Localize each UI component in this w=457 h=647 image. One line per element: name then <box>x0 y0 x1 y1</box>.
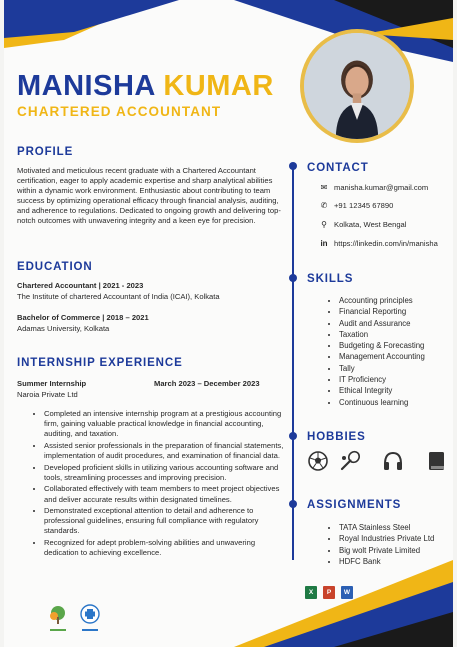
skills-heading: SKILLS <box>307 273 354 285</box>
internship-dates: March 2023 – December 2023 <box>154 379 260 388</box>
list-item: • Continuous learning <box>339 397 453 408</box>
education-place: Adamas University, Kolkata <box>17 324 110 333</box>
list-item: • Tally <box>339 363 453 374</box>
assignments-list <box>327 522 453 567</box>
contact-location <box>318 220 406 229</box>
job-title: CHARTERED ACCOUNTANT <box>17 104 222 119</box>
internship-company: Naroia Private Ltd <box>17 390 78 399</box>
hobbies-heading: HOBBIES <box>307 431 366 443</box>
list-item: • Completed an intensive internship program at a prestigious accounting firm, gaining valuable practical knowledge in financial accounting, auditing, and taxation. <box>44 409 289 439</box>
location-text: Kolkata, West Bengal <box>334 220 407 229</box>
football-icon <box>307 450 329 472</box>
contact-linkedin[interactable] <box>318 239 438 248</box>
tree-logo-icon <box>50 606 66 631</box>
list-item: • Demonstrated exceptional attention to detail and adherence to professional guidelines, ensuring full compliance with regulatory standards. <box>44 506 289 536</box>
profile-heading: PROFILE <box>17 146 74 158</box>
contact-heading: CONTACT <box>307 162 369 174</box>
list-item: • IT Proficiency <box>339 374 453 385</box>
email-text: manisha.kumar@gmail.com <box>334 183 429 192</box>
last-name: KUMAR <box>163 70 274 102</box>
list-item: • Ethical Integrity <box>339 385 453 396</box>
certification-logos <box>48 604 104 636</box>
list-item: • Management Accounting <box>339 351 453 362</box>
timeline-dot <box>289 432 297 440</box>
list-item: • Big wolt Private Limited <box>339 545 453 556</box>
skills-list <box>327 295 453 408</box>
timeline-dot <box>289 274 297 282</box>
linkedin-icon: in <box>320 239 328 248</box>
excel-icon: X <box>305 586 317 599</box>
phone-icon: ✆ <box>320 201 328 210</box>
profile-text: Motivated and meticulous recent graduate with a Chartered Accountant certification, eager to apply academic expertise and sharp analytical abilities within a dynamic work environment. Enthusiastic about contributing to team success by optimizing operational efficacy through financial analysis, auditing, and adherence to regulations. Dedicated to ongoing growth and delivering top-notch outcomes with unwavering integrity and a keen eye for precision. <box>17 166 281 226</box>
internship-role: Summer Internship <box>17 379 87 388</box>
internship-bullets <box>32 409 289 560</box>
timeline-dot <box>289 162 297 170</box>
powerpoint-icon: P <box>323 586 335 599</box>
linkedin-text: https://linkedin.com/in/manisha <box>334 239 438 248</box>
education-heading: EDUCATION <box>17 261 93 273</box>
contact-phone[interactable] <box>318 201 393 210</box>
list-item: • Financial Reporting <box>339 306 453 317</box>
portrait-icon <box>304 33 410 139</box>
timeline-dot <box>289 500 297 508</box>
list-item: • Assisted senior professionals in the preparation of financial statements, implementation of audit procedures, and examination of financial data. <box>44 441 289 461</box>
contact-email[interactable] <box>318 183 428 192</box>
list-item: • Accounting principles <box>339 295 453 306</box>
profile-photo <box>300 29 414 143</box>
location-pin-icon: ⚲ <box>321 220 327 229</box>
book-icon <box>425 450 447 472</box>
list-item: • Royal Industries Private Ltd <box>339 533 453 544</box>
list-item: • Taxation <box>339 329 453 340</box>
education-title: Bachelor of Commerce | 2018 – 2021 <box>17 313 149 322</box>
full-name <box>17 70 274 103</box>
headphones-icon <box>382 450 404 472</box>
list-item: • Collaborated effectively with team members to meet project objectives and deliver accurate results within designated timelines. <box>44 484 289 504</box>
mail-icon: ✉ <box>320 183 328 192</box>
list-item: • Audit and Assurance <box>339 318 453 329</box>
list-item: • HDFC Bank <box>339 556 453 567</box>
assignments-heading: ASSIGNMENTS <box>307 499 402 511</box>
education-place: The Institute of chartered Accountant of India (ICAI), Kolkata <box>17 292 220 301</box>
badminton-icon <box>339 450 361 472</box>
medical-cross-icon <box>81 605 99 631</box>
list-item: • Budgeting & Forecasting <box>339 340 453 351</box>
phone-text: +91 12345 67890 <box>334 201 394 210</box>
list-item: • Developed proficient skills in utilizing various accounting software and tools, streamlining processes and improving precision. <box>44 463 289 483</box>
list-item: • TATA Stainless Steel <box>339 522 453 533</box>
list-item: • Recognized for adept problem-solving abilities and unwavering dedication to achieving excellence. <box>44 538 289 558</box>
first-name: MANISHA <box>17 70 155 102</box>
education-title: Chartered Accountant | 2021 - 2023 <box>17 281 144 290</box>
word-icon: W <box>341 586 353 599</box>
internship-heading: INTERNSHIP EXPERIENCE <box>17 357 183 369</box>
resume-page <box>4 0 453 647</box>
